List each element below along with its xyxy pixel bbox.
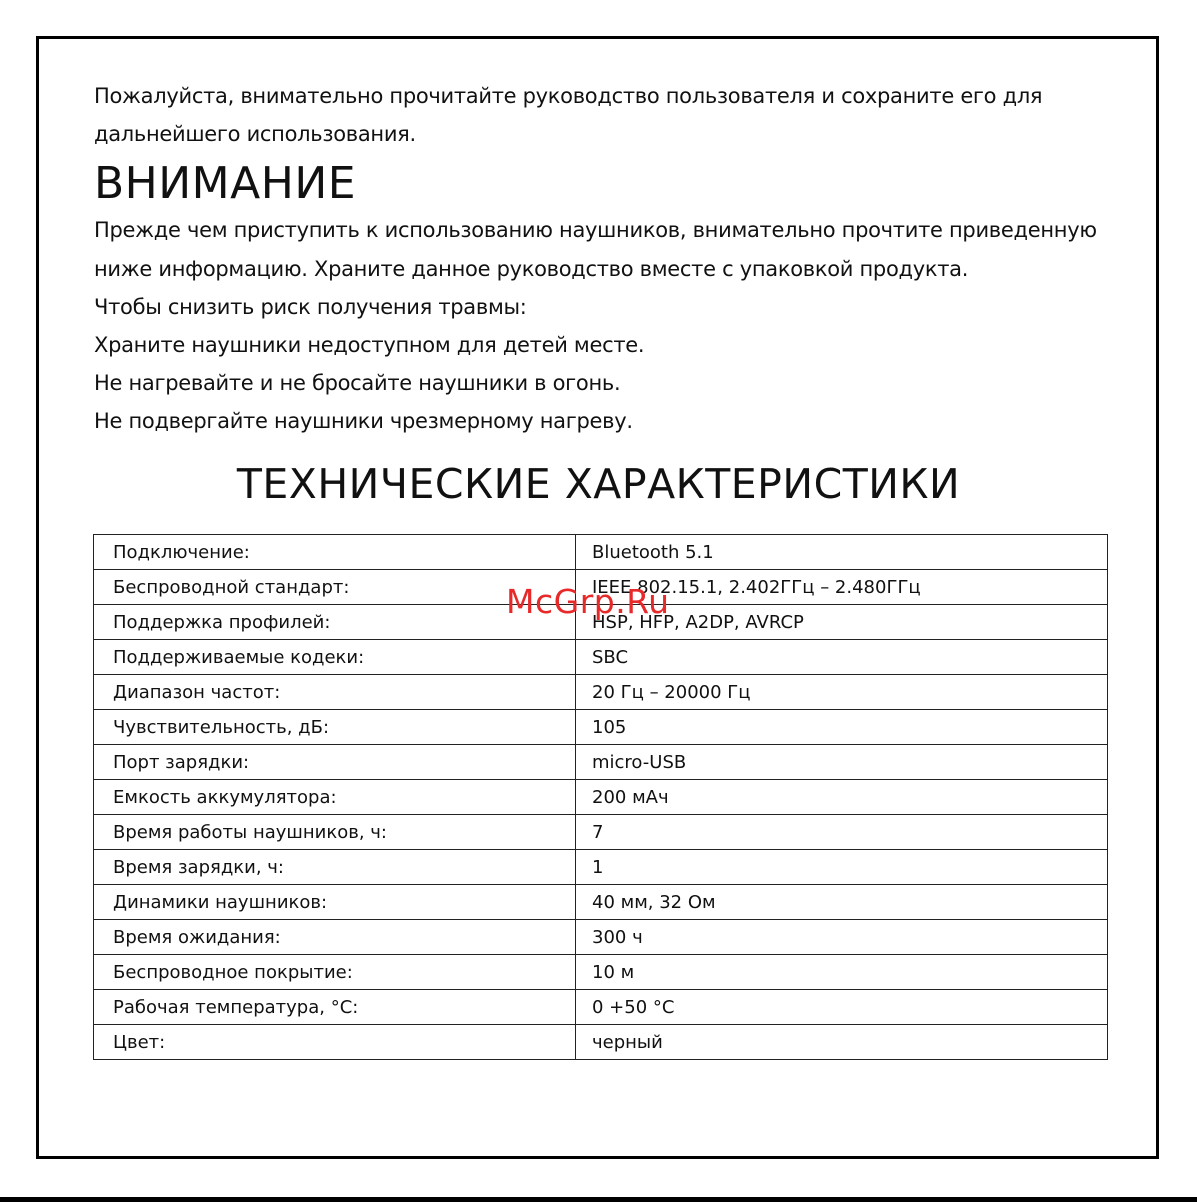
spec-value: 10 м — [576, 955, 1108, 990]
spec-label: Поддерживаемые кодеки: — [94, 640, 576, 675]
spec-label: Беспроводной стандарт: — [94, 570, 576, 605]
warning-line: Храните наушники недоступном для детей месте. — [94, 333, 645, 357]
table-row — [94, 780, 1108, 815]
intro-line-1: Пожалуйста, внимательно прочитайте руководство пользователя и сохраните его для — [94, 84, 1043, 108]
watermark: McGrp.Ru — [506, 582, 670, 621]
warning-line: Прежде чем приступить к использованию наушников, внимательно прочтите приведенную — [94, 218, 1097, 242]
warning-line: Не нагревайте и не бросайте наушники в огонь. — [94, 371, 621, 395]
spec-value: 300 ч — [576, 920, 1108, 955]
spec-label: Время зарядки, ч: — [94, 850, 576, 885]
spec-value: 200 мАч — [576, 780, 1108, 815]
intro-line-2: дальнейшего использования. — [94, 122, 416, 146]
spec-value: 105 — [576, 710, 1108, 745]
warning-heading: ВНИМАНИЕ — [94, 158, 357, 209]
table-row — [94, 920, 1108, 955]
spec-value: IEEE 802.15.1, 2.402ГГц – 2.480ГГц — [576, 570, 1108, 605]
spec-label: Время работы наушников, ч: — [94, 815, 576, 850]
spec-value: 7 — [576, 815, 1108, 850]
bottom-rule — [0, 1197, 1197, 1202]
spec-label: Порт зарядки: — [94, 745, 576, 780]
spec-value: 20 Гц – 20000 Гц — [576, 675, 1108, 710]
spec-value: Bluetooth 5.1 — [576, 535, 1108, 570]
table-row — [94, 815, 1108, 850]
spec-label: Чувствительность, дБ: — [94, 710, 576, 745]
spec-label: Время ожидания: — [94, 920, 576, 955]
warning-line: Не подвергайте наушники чрезмерному нагреву. — [94, 409, 633, 433]
table-row — [94, 955, 1108, 990]
table-row — [94, 885, 1108, 920]
table-row — [94, 990, 1108, 1025]
table-row — [94, 745, 1108, 780]
spec-label: Беспроводное покрытие: — [94, 955, 576, 990]
table-row — [94, 1025, 1108, 1060]
table-row — [94, 710, 1108, 745]
spec-value: 0 +50 °С — [576, 990, 1108, 1025]
warning-line: ниже информацию. Храните данное руководство вместе с упаковкой продукта. — [94, 257, 969, 281]
spec-value: черный — [576, 1025, 1108, 1060]
spec-label: Поддержка профилей: — [94, 605, 576, 640]
spec-value: 1 — [576, 850, 1108, 885]
spec-label: Цвет: — [94, 1025, 576, 1060]
warning-line: Чтобы снизить риск получения травмы: — [94, 295, 527, 319]
spec-label: Рабочая температура, °С: — [94, 990, 576, 1025]
spec-label: Подключение: — [94, 535, 576, 570]
table-row — [94, 675, 1108, 710]
table-row — [94, 640, 1108, 675]
table-row — [94, 850, 1108, 885]
spec-value: 40 мм, 32 Ом — [576, 885, 1108, 920]
spec-value: HSP, HFP, A2DP, AVRCP — [576, 605, 1108, 640]
spec-value: micro-USB — [576, 745, 1108, 780]
spec-label: Динамики наушников: — [94, 885, 576, 920]
spec-label: Диапазон частот: — [94, 675, 576, 710]
table-row — [94, 535, 1108, 570]
specs-heading: ТЕХНИЧЕСКИЕ ХАРАКТЕРИСТИКИ — [236, 460, 961, 508]
spec-value: SBC — [576, 640, 1108, 675]
spec-label: Емкость аккумулятора: — [94, 780, 576, 815]
